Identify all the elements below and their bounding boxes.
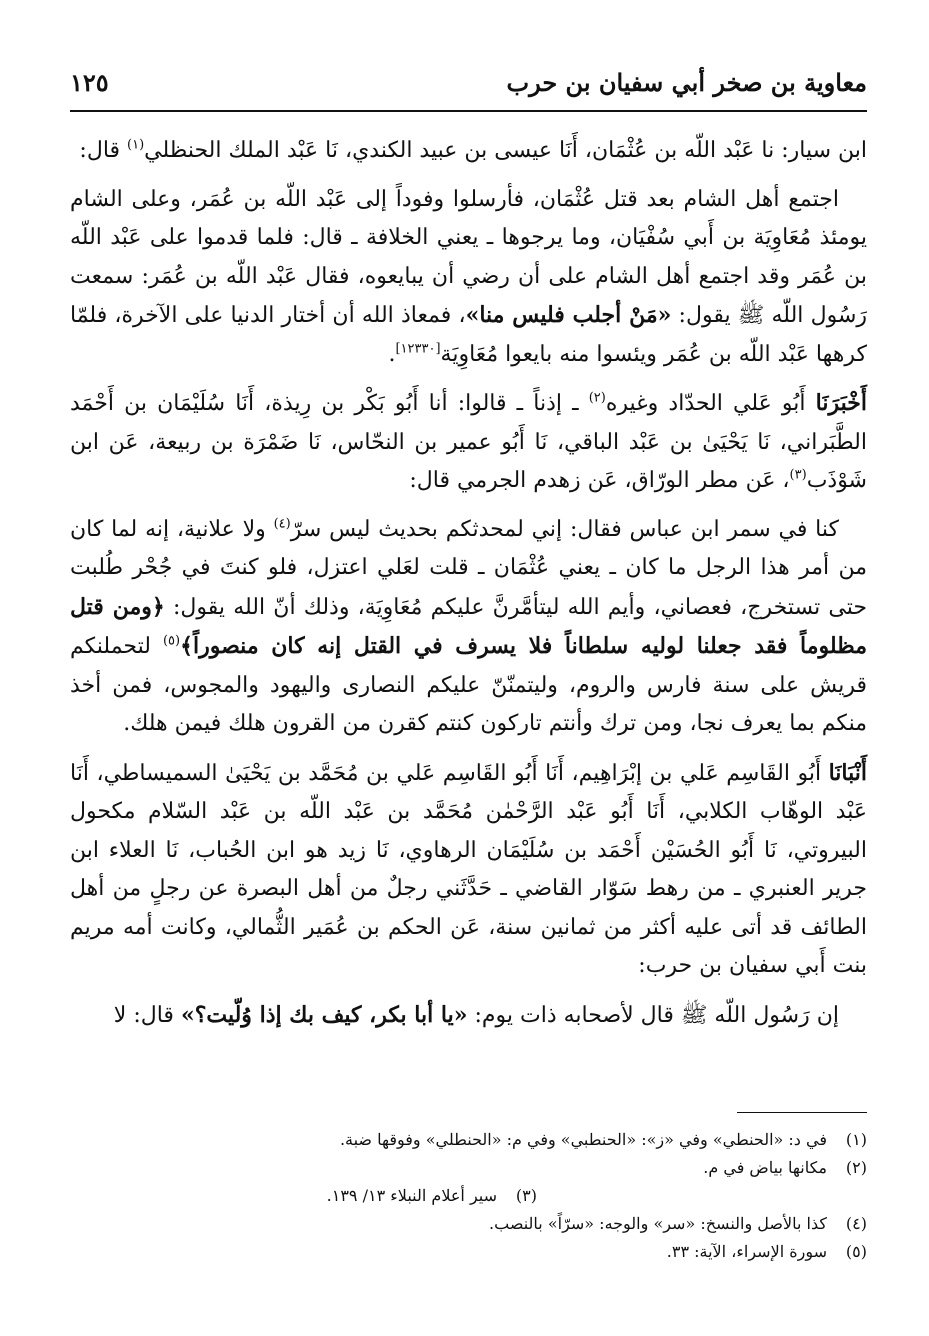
body-text: [70, 132, 867, 1045]
paragraph-text: .: [388, 341, 396, 367]
footnote-number: (١): [845, 1130, 867, 1149]
paragraph-text: إن رَسُول اللّه ﷺ قال لأصحابه ذات يوم:: [467, 1002, 839, 1028]
paragraph: [70, 132, 867, 171]
footnote-row: [70, 1182, 867, 1210]
footnotes: [70, 1126, 867, 1266]
footnote-number: (٥): [845, 1242, 867, 1261]
footnote-text: مكانها بياض في م.: [703, 1158, 827, 1177]
footnote-text: في د: «الحنطي» وفي «ز»: «الحنطبي» وفي م: «الحنطلي» وفوقها ضبة.: [339, 1130, 827, 1149]
hadith-number: [١٢٣٣٠]: [395, 341, 441, 357]
footnote-number: (٤): [845, 1214, 867, 1233]
footnote: [70, 1126, 867, 1154]
footnote: [703, 1154, 867, 1182]
footnote: [327, 1182, 537, 1210]
hadith-quote: «يا أبا بكر، كيف بك إذا وُلّيت؟»: [180, 1001, 468, 1028]
paragraph-text: ـ إذناً ـ قالوا: أنا أَبُو بَكْر بن رِيذة، أَنَا سُلَيْمَان بن أَحْمَد الطَّبَراني، نَا يَحْيَىٰ بن عَبْد الباقي، نَا أَبُو عمير بن النحّاس، نَا ضَمْرَة بن ربيعة، عَن ابن شَوْذَب: [70, 391, 867, 493]
running-title: معاوية بن صخر أبي سفيان بن حرب: [506, 67, 867, 97]
footnote-marker: (٤): [273, 516, 291, 532]
paragraph-text: ابن سيار: نا عَبْد اللّه بن عُثْمَان، أَنَا عيسى بن عبيد الكندي، نَا عَبْد الملك الحنظلي: [144, 138, 867, 163]
paragraph-text: كنا في سمر ابن عباس فقال: إني لمحدثكم بحديث ليس سرّ: [290, 516, 839, 542]
paragraph-text: اجتمع أهل الشام بعد قتل عُثْمَان، فأرسلوا وفوداً إلى عَبْد اللّه بن عُمَر، وعلى الشام يومئذ مُعَاوِيَة بن أَبي سُفْيَان، وما يرجوها ـ يعني الخلافة ـ قال: فلما قدموا على عَبْد اللّه بن عُمَر وقد اجتمع أهل الشام على أن رضي أن يبايعوه، فقال عَبْد اللّه بن عُمَر: سمعت رَسُول اللّه ﷺ يقول:: [70, 186, 867, 328]
footnote-number: (٢): [845, 1158, 867, 1177]
isnad-lead-word: أَخْبَرَنَا: [815, 390, 867, 416]
paragraph: [70, 181, 867, 375]
footnote-text: سير أعلام النبلاء ١٣/ ١٣٩.: [326, 1186, 497, 1205]
paragraph-text: ولا علانية، إنه لما كان من أمر هذا الرجل ما كان ـ يعني عُثْمَان ـ قلت لعَلي اعتزل، فلو كنتَ في جُحْر طُلبت حتى تستخرج، فعصاني، وأيم الله ليتأمَّرنَّ عليكم مُعَاوِيَة، وذلك أنّ الله يقول:: [70, 516, 867, 620]
header-rule: [70, 110, 867, 112]
paragraph-text: قال: لا: [113, 1002, 181, 1028]
footnote-row: [70, 1154, 867, 1182]
footnote-number: (٣): [515, 1186, 537, 1205]
footnote-marker: (٥): [162, 633, 181, 649]
paragraph-text: ، عَن مطر الورّاق، عَن زهدم الجرمي قال:: [409, 468, 790, 493]
paragraph-text: لتحملنكم قريش على سنة فارس والروم، وليتمنّنّ عليكم النصارى واليهود والمجوس، فمن أخذ منكم بما يعرف نجا، ومن ترك وأنتم تاركون كنتم كقرن من القرون هلك فيمن هلك.: [70, 634, 867, 736]
paragraph-text: ، فمعاذ الله أن أختار الدنيا على الآخرة، فلمّا كرهها عَبْد اللّه بن عُمَر ويئسوا منه بايعوا مُعَاوِيَة: [70, 303, 867, 367]
paragraph-text: أَبُو عَلي الحدّاد وغيره: [605, 391, 816, 416]
isnad-lead-word: أَنْبَانَا: [828, 759, 867, 786]
page-header: [70, 62, 867, 102]
footnote-text: سورة الإسراء، الآية: ٣٣.: [666, 1242, 827, 1261]
hadith-quote: «مَنْ أجلب فليس منا»: [465, 302, 672, 328]
footnote-marker: (٢): [588, 390, 606, 406]
paragraph: [70, 754, 867, 986]
footnote-marker: (٣): [789, 467, 807, 483]
paragraph: [70, 996, 867, 1036]
quran-quote: ﴿ومن قتل مظلوماً فقد جعلنا لوليه سلطاناً فلا يسرف في القتل إنه كان منصوراً﴾: [70, 593, 868, 659]
paragraph-text: أَبُو القَاسِم عَلي بن إبْرَاهِيم، أَنَا أَبُو القَاسِم عَلي بن مُحَمَّد بن يَحْيَىٰ السميساطي، أَنَا عَبْد الوهّاب الكلابي، أَنَا أَبُو عَبْد الرَّحْمٰن مُحَمَّد بن عَبْد اللّه بن عَبْد السّلام مكحول البيروتي، نَا أَبُو الحُسَيْن أَحْمَد بن سُلَيْمَان الرهاوي، نَا زيد هو ابن الحُباب، نَا العلاء ابن جرير العنبري ـ من رهط سَوّار القاضي ـ حَدَّثَني رجلٌ من أهل البصرة عن رجلٍ من أهل الطائف قد أتى عليه أكثر من ثمانين سنة، عَن الحكم بن عُمَير الثُّمالي، وكانت أمه مريم بنت أَبي سفيان بن حرب:: [70, 760, 867, 978]
paragraph-text: قال:: [79, 138, 128, 163]
page-number: ١٢٥: [70, 67, 109, 97]
paragraph: [70, 384, 867, 501]
footnote-text: كذا بالأصل والنسخ: «سر» والوجه: «سرّاً» بالنصب.: [489, 1214, 827, 1233]
paragraph: [70, 511, 867, 744]
footnote: [70, 1210, 867, 1238]
footnote: [70, 1238, 867, 1266]
footnote-rule: [737, 1112, 867, 1113]
footnote-marker: (١): [127, 137, 145, 153]
